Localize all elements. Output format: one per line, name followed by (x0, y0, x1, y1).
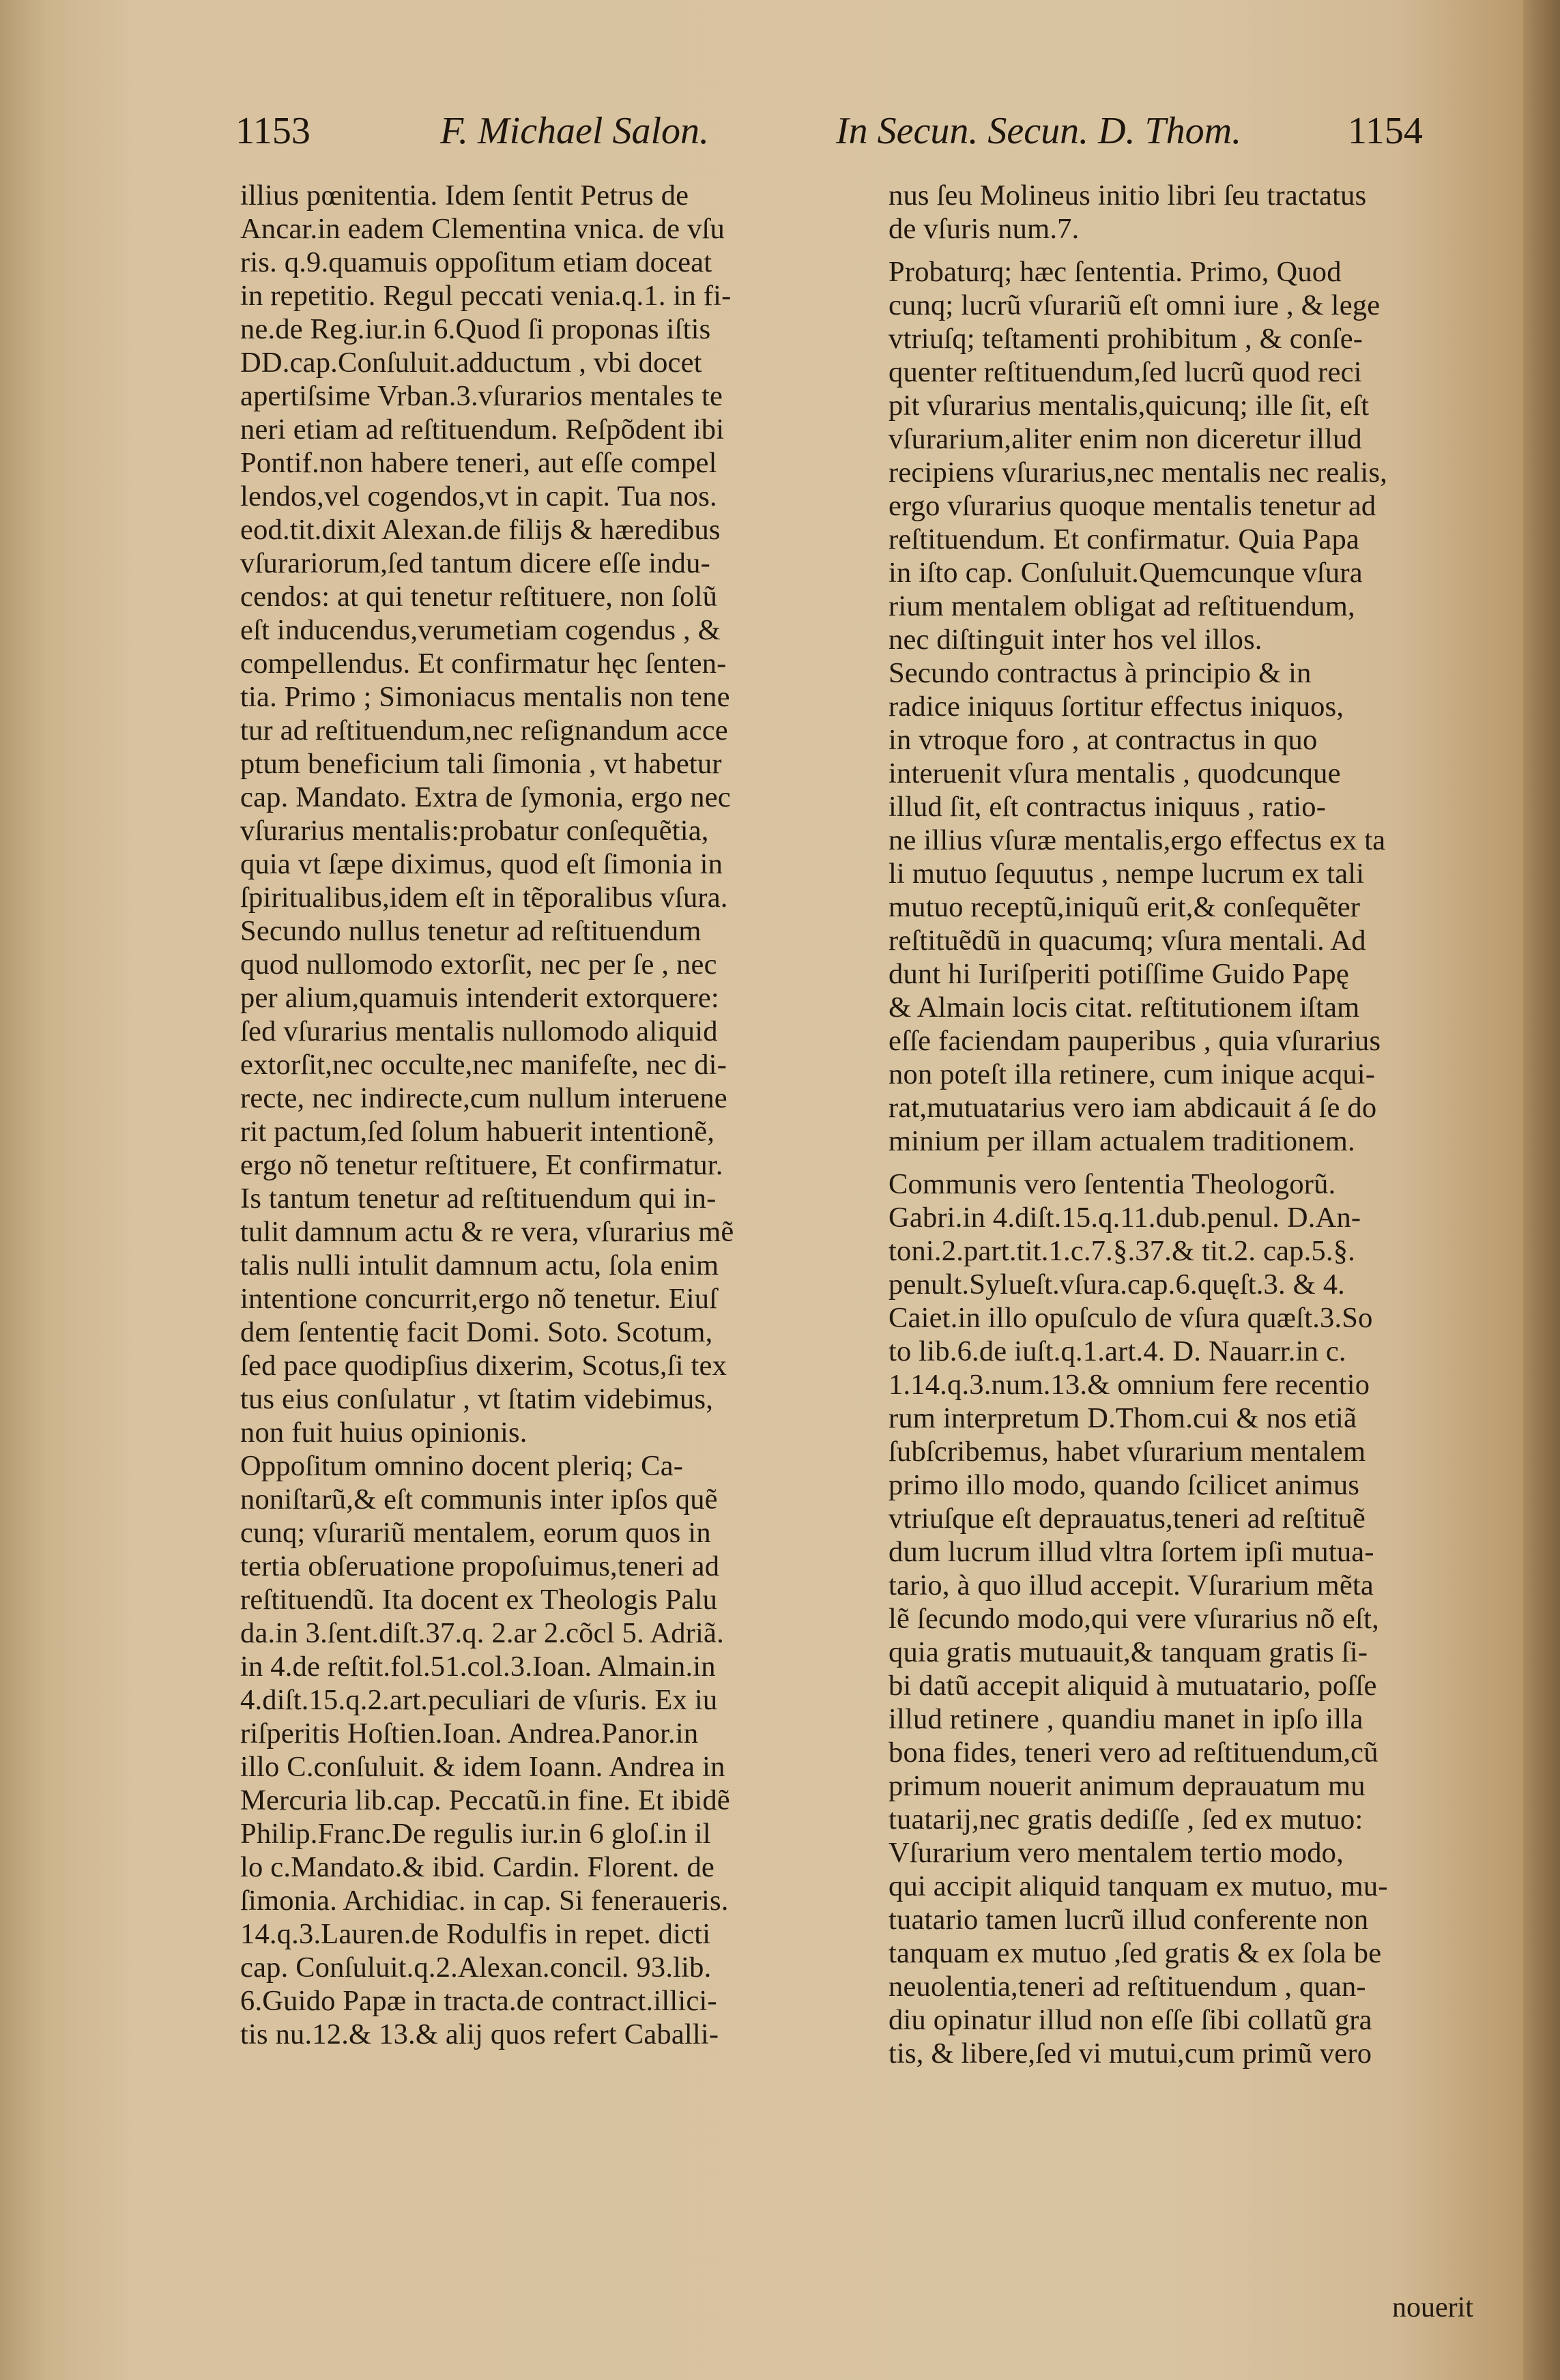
page-number-left: 1153 (235, 110, 310, 152)
text-line: ſubſcribemus, habet vſurarium mentalem (889, 1436, 1366, 1468)
text-line: eſſe faciendam pauperibus , quia vſurarius (889, 1025, 1381, 1057)
text-line: compellendus. Et confirmatur hęc ſenten- (240, 648, 727, 680)
text-line: tertia obſeruatione propoſuimus,teneri ad (240, 1550, 720, 1582)
text-line: tuatarij,nec gratis dediſſe , ſed ex mutuo: (889, 1803, 1363, 1835)
text-line: quia gratis mutuauit,& tanquam gratis ſi- (889, 1636, 1368, 1668)
catchword: nouerit (1392, 2292, 1473, 2323)
text-line: 4.diſt.15.q.2.art.peculiari de vſuris. Ex iu (240, 1684, 718, 1716)
text-line: eſt inducendus,verumetiam cogendus , & (240, 614, 721, 646)
text-line: li mutuo ſequutus , nempe lucrum ex tali (889, 858, 1365, 890)
text-line: Secundo contractus à principio & in (889, 657, 1312, 689)
text-line: DD.cap.Conſuluit.adductum , vbi docet (240, 347, 702, 379)
text-line: ergo vſurarius quoque mentalis tenetur ad (889, 490, 1376, 522)
paragraph-gap (889, 1158, 1506, 1167)
text-line: ſimonia. Archidiac. in cap. Si feneraueris. (240, 1885, 729, 1917)
text-line: vſurariorum,ſed tantum dicere eſſe indu- (240, 547, 710, 579)
text-line: & Almain locis citat. reſtitutionem iſtam (889, 991, 1360, 1024)
text-line: riſperitis Hoſtien.Ioan. Andrea.Panor.in (240, 1717, 699, 1750)
text-line: ptum beneficium tali ſimonia , vt habetur (240, 748, 722, 780)
text-line: pit vſurarius mentalis,quicunq; ille ſit, eſt (889, 390, 1370, 422)
text-line: Oppoſitum omnino docent pleriq; Ca- (240, 1450, 684, 1482)
text-line: ſed pace quodipſius dixerim, Scotus,ſi tex (240, 1350, 727, 1382)
text-line: neri etiam ad reſtituendum. Reſpõdent ibi (240, 413, 725, 446)
text-line: tuatario tamen lucrũ illud conferente non (889, 1904, 1369, 1936)
text-line: vtriuſq; teſtamenti prohibitum , & conſe- (889, 323, 1363, 355)
text-line: Caiet.in illo opuſculo de vſura quæſt.3.So (889, 1302, 1373, 1334)
text-line: tis nu.12.& 13.& alij quos refert Caballi- (240, 2018, 719, 2050)
text-line: Probaturq; hæc ſententia. Primo, Quod (889, 256, 1342, 288)
text-line: extorſit,nec occulte,nec manifeſte, nec di- (240, 1049, 727, 1081)
text-line: ſpiritualibus,idem eſt in tẽporalibus vſura. (240, 882, 728, 914)
text-line: eod.tit.dixit Alexan.de filijs & hæredibus (240, 514, 721, 546)
text-line: mutuo receptũ,iniquũ erit,& conſequẽter (889, 891, 1361, 923)
text-line: diu opinatur illud non eſſe ſibi collatũ gra (889, 2004, 1372, 2036)
text-line: ris. q.9.quamuis oppoſitum etiam doceat (240, 246, 712, 278)
paragraph-gap (889, 246, 1506, 255)
text-line: Gabri.in 4.diſt.15.q.11.dub.penul. D.An- (889, 1202, 1361, 1234)
text-line: vtriuſque eſt deprauatus,teneri ad reſtituẽ (889, 1503, 1366, 1535)
text-line: tanquam ex mutuo ,ſed gratis & ex ſola be (889, 1937, 1382, 1969)
running-title: In Secun. Secun. D. Thom. (836, 110, 1242, 152)
text-line: ſed vſurarius mentalis nullomodo aliquid (240, 1015, 718, 1047)
text-line: toni.2.part.tit.1.c.7.§.37.& tit.2. cap.5.§. (889, 1235, 1355, 1267)
text-line: da.in 3.ſent.diſt.37.q. 2.ar 2.cõcl 5. Adriã. (240, 1617, 724, 1649)
text-line: de vſuris num.7. (889, 213, 1080, 245)
text-line: illius pœnitentia. Idem ſentit Petrus de (240, 179, 689, 212)
text-line: tulit damnum actu & re vera, vſurarius mẽ (240, 1216, 734, 1248)
text-line: to lib.6.de iuſt.q.1.art.4. D. Nauarr.in c. (889, 1335, 1346, 1367)
text-line: Vſurarium vero mentalem tertio modo, (889, 1837, 1344, 1869)
text-line: tia. Primo ; Simoniacus mentalis non tene (240, 681, 730, 713)
text-line: minium per illam actualem traditionem. (889, 1125, 1355, 1157)
text-line: bi datũ accepit aliquid à mutuatario, poſſe (889, 1670, 1377, 1702)
text-line: 1.14.q.3.num.13.& omnium fere recentio (889, 1369, 1370, 1401)
text-line: reſtituẽdũ in quacumq; vſura mentali. Ad (889, 925, 1366, 957)
text-line: per alium,quamuis intenderit extorquere: (240, 982, 719, 1014)
text-line: in repetitio. Regul peccati venia.q.1. in fi- (240, 280, 732, 312)
text-line: vſurarium,aliter enim non diceretur illud (889, 423, 1362, 455)
text-line: cap. Conſuluit.q.2.Alexan.concil. 93.lib. (240, 1951, 712, 1984)
text-line: interuenit vſura mentalis , quodcunque (889, 757, 1341, 789)
text-line: cunq; vſurariũ mentalem, eorum quos in (240, 1517, 711, 1549)
right-text-column (889, 179, 1506, 2070)
text-line: talis nulli intulit damnum actu, ſola enim (240, 1249, 719, 1281)
text-line: 6.Guido Papæ in tracta.de contract.illici- (240, 1985, 717, 2017)
running-header (235, 109, 1457, 164)
text-line: dem ſententię facit Domi. Soto. Scotum, (240, 1316, 713, 1348)
text-line: cap. Mandato. Extra de ſymonia, ergo nec (240, 781, 731, 813)
text-line: dum lucrum illud vltra ſortem ipſi mutua- (889, 1536, 1374, 1568)
text-line: dunt hi Iuriſperiti potiſſime Guido Papę (889, 958, 1349, 990)
text-line: Communis vero ſententia Theologorũ. (889, 1168, 1336, 1200)
text-line: reſtituendũ. Ita docent ex Theologis Palu (240, 1584, 718, 1616)
text-line: intentione concurrit,ergo nõ tenetur. Eiuſ (240, 1283, 718, 1315)
text-line: qui accipit aliquid tanquam ex mutuo, mu- (889, 1870, 1388, 1902)
text-line: illo C.conſuluit. & idem Ioann. Andrea in (240, 1751, 725, 1783)
text-line: tus eius conſulatur , vt ſtatim videbimus, (240, 1383, 714, 1415)
text-line: cunq; lucrũ vſurariũ eſt omni iure , & lege (889, 289, 1381, 321)
text-line: Philip.Franc.De regulis iur.in 6 gloſ.in il (240, 1818, 711, 1850)
text-line: in iſto cap. Conſuluit.Quemcunque vſura (889, 557, 1363, 589)
text-line: apertiſsime Vrban.3.vſurarios mentales te (240, 380, 723, 412)
text-line: quia vt ſæpe diximus, quod eſt ſimonia in (240, 848, 723, 880)
text-line: reſtituendum. Et confirmatur. Quia Papa (889, 523, 1359, 555)
text-line: quod nullomodo extorſit, nec per ſe , nec (240, 948, 717, 981)
binding-edge (1523, 0, 1560, 2380)
text-line: tis, & libere,ſed vi mutui,cum primũ vero (889, 2037, 1372, 2070)
text-line: lẽ ſecundo modo,qui vere vſurarius nõ eſt, (889, 1603, 1379, 1635)
text-line: penult.Sylueſt.vſura.cap.6.quęſt.3. & 4. (889, 1268, 1345, 1301)
text-line: ne.de Reg.iur.in 6.Quod ſi proponas iſtis (240, 313, 711, 345)
text-line: rium mentalem obligat ad reſtituendum, (889, 590, 1355, 622)
text-line: 14.q.3.Lauren.de Rodulfis in repet. dicti (240, 1918, 711, 1950)
text-line: Mercuria lib.cap. Peccatũ.in fine. Et ibidẽ (240, 1784, 730, 1816)
text-line: lo c.Mandato.& ibid. Cardin. Florent. de (240, 1851, 714, 1883)
text-line: Is tantum tenetur ad reſtituendum qui in- (240, 1182, 717, 1215)
text-line: recte, nec indirecte,cum nullum interuene (240, 1082, 727, 1114)
text-line: Secundo nullus tenetur ad reſtituendum (240, 915, 702, 947)
text-line: non fuit huius opinionis. (240, 1417, 528, 1449)
text-line: illud ſit, eſt contractus iniquus , ratio- (889, 791, 1327, 823)
text-line: neuolentia,teneri ad reſtituendum , quan- (889, 1971, 1366, 2003)
text-line: Ancar.in eadem Clementina vnica. de vſu (240, 213, 725, 245)
text-line: recipiens vſurarius,nec mentalis nec realis, (889, 456, 1388, 489)
text-line: Pontif.non habere teneri, aut eſſe compel (240, 447, 717, 479)
text-line: nec diſtinguit inter hos vel illos. (889, 624, 1262, 656)
text-line: ne illius vſuræ mentalis,ergo effectus ex ta (889, 824, 1386, 856)
text-line: tario, à quo illud accepit. Vſurarium mẽta (889, 1569, 1374, 1601)
left-text-column (240, 179, 865, 2051)
text-line: primum nouerit animum deprauatum mu (889, 1770, 1366, 1802)
text-line: in vtroque foro , at contractus in quo (889, 724, 1318, 756)
text-line: quenter reſtituendum,ſed lucrũ quod reci (889, 356, 1362, 388)
text-line: non poteſt illa retinere, cum inique acqui- (889, 1058, 1376, 1090)
text-line: primo illo modo, quando ſcilicet animus (889, 1469, 1360, 1501)
text-line: bona fides, teneri vero ad reſtituendum,cũ (889, 1737, 1378, 1769)
text-line: cendos: at qui tenetur reſtituere, non ſolũ (240, 581, 718, 613)
text-line: rit pactum,ſed ſolum habuerit intentionẽ, (240, 1116, 715, 1148)
text-line: radice iniquus ſortitur effectus iniquos, (889, 691, 1344, 723)
text-line: tur ad reſtituendum,nec reſignandum acce (240, 714, 728, 746)
page-number-right: 1154 (1348, 110, 1423, 152)
running-author: F. Michael Salon. (440, 110, 710, 152)
text-line: illud retinere , quandiu manet in ipſo illa (889, 1703, 1363, 1735)
text-line: in 4.de reſtit.fol.51.col.3.Ioan. Almain.in (240, 1651, 716, 1683)
text-line: ergo nõ tenetur reſtituere, Et confirmatur. (240, 1149, 723, 1181)
text-line: rum interpretum D.Thom.cui & nos etiã (889, 1402, 1357, 1434)
text-line: rat,mutuatarius vero iam abdicauit á ſe do (889, 1092, 1377, 1124)
text-line: noniſtarũ,& eſt communis inter ipſos quẽ (240, 1483, 718, 1515)
text-line: lendos,vel cogendos,vt in capit. Tua nos. (240, 480, 717, 512)
text-line: nus ſeu Molineus initio libri ſeu tractatus (889, 179, 1367, 212)
text-line: vſurarius mentalis:probatur conſequẽtia, (240, 815, 709, 847)
